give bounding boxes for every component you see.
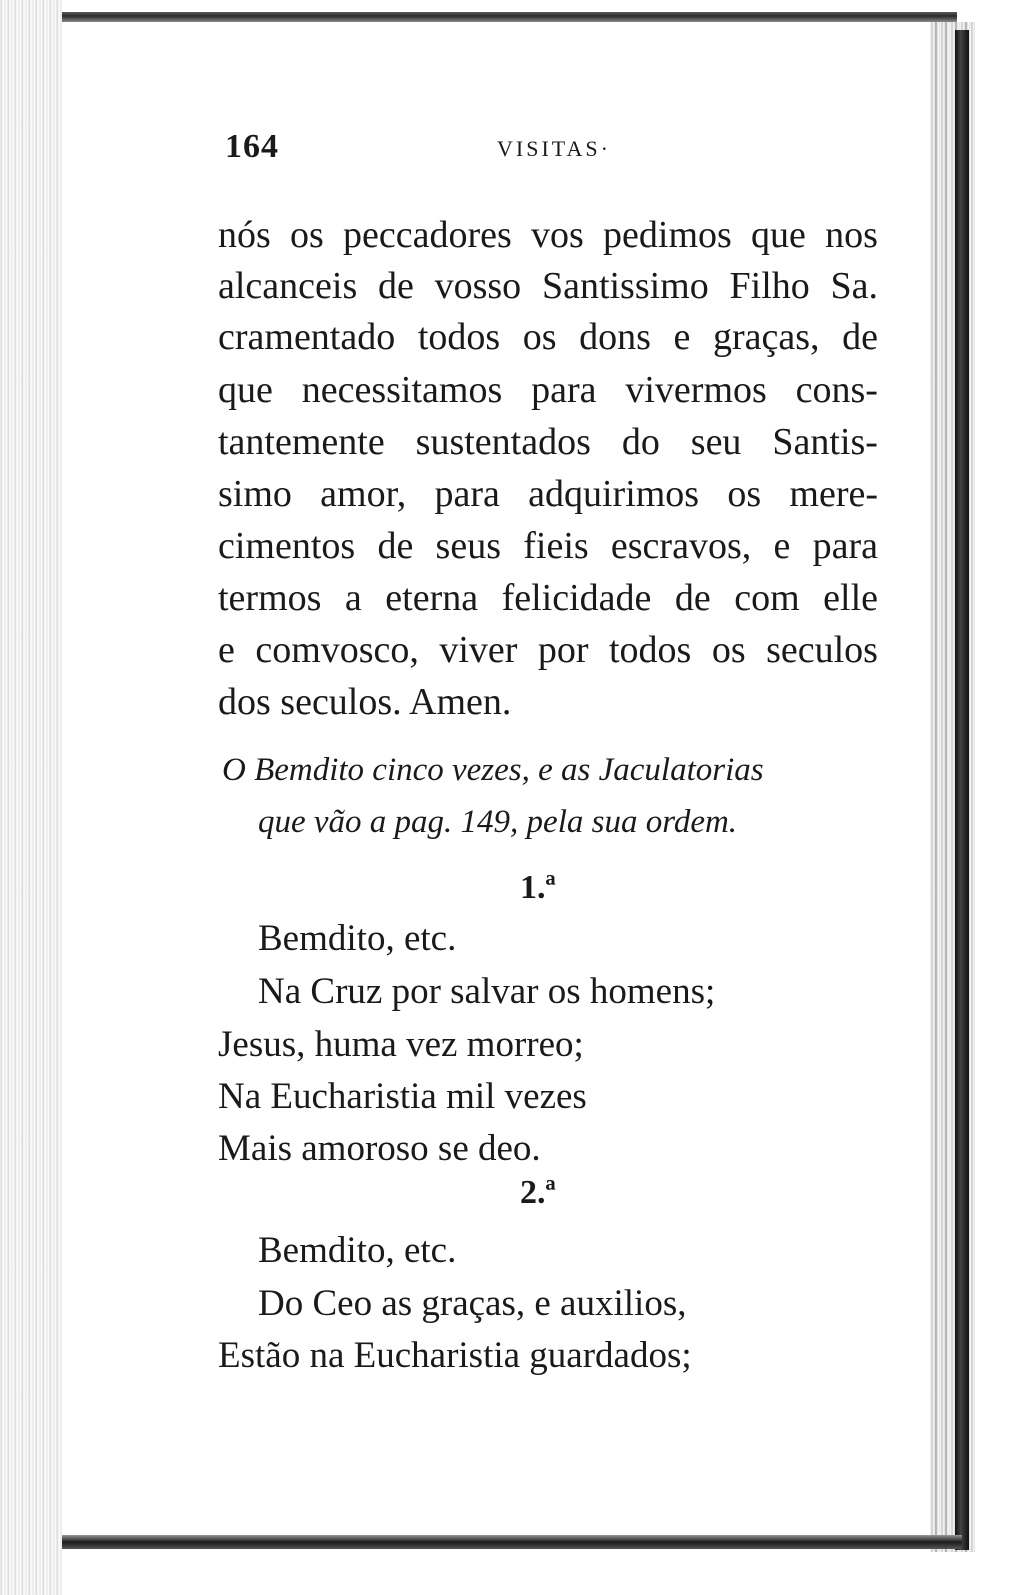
page-header: [225, 128, 875, 168]
verse-line: Na Cruz por salvar os homens;: [258, 971, 716, 1012]
running-head: VISITAS·: [497, 136, 611, 161]
stanza-number: 2.ª: [520, 1174, 556, 1211]
rubric-line: O Bemdito cinco vezes, e as Jaculatorias: [222, 752, 764, 788]
verse-line: Do Ceo as graças, e auxilios,: [258, 1283, 687, 1324]
body-line: cimentos de seus fieis escravos, e para: [218, 525, 878, 567]
body-line: dos seculos. Amen.: [218, 681, 512, 723]
verse-line: Na Eucharistia mil vezes: [218, 1076, 587, 1117]
body-line: simo amor, para adquirimos os mere-: [218, 473, 878, 515]
verse-line: Estão na Eucharistia guardados;: [218, 1335, 692, 1376]
body-line: nós os peccadores vos pedimos que nos: [218, 214, 878, 256]
body-line: cramentado todos os dons e graças, de: [218, 316, 878, 358]
body-line: que necessitamos para vivermos cons-: [218, 369, 878, 411]
page-edge-bottom: [62, 1535, 962, 1549]
verse-line: Mais amoroso se deo.: [218, 1128, 541, 1169]
body-line: e comvosco, viver por todos os seculos: [218, 629, 878, 671]
verse-line: Jesus, huma vez morreo;: [218, 1024, 584, 1065]
body-line: termos a eterna felicidade de com elle: [218, 577, 878, 619]
body-line: alcanceis de vosso Santissimo Filho Sa.: [218, 265, 878, 307]
stanza-number: 1.ª: [520, 869, 556, 906]
rubric-line: que vão a pag. 149, pela sua ordem.: [258, 804, 738, 840]
stanza-refrain: Bemdito, etc.: [258, 1230, 457, 1271]
page-edge-top: [62, 12, 957, 22]
page-edge-right-shadow: [955, 30, 969, 1550]
page-number: 164: [225, 128, 279, 165]
page-edge-left: [0, 0, 62, 1595]
stanza-refrain: Bemdito, etc.: [258, 918, 457, 959]
body-line: tantemente sustentados do seu Santis-: [218, 421, 878, 463]
